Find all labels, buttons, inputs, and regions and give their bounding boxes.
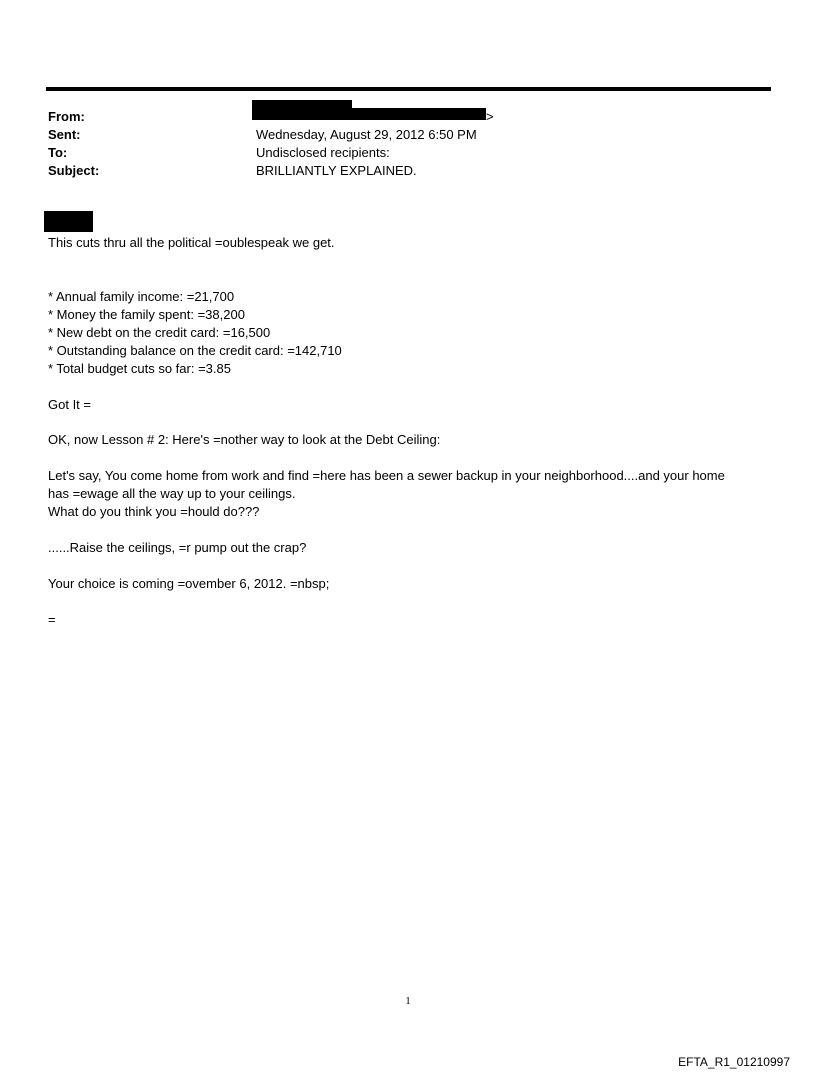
- body-intro: This cuts thru all the political =oublespeak we get.: [48, 235, 335, 250]
- header-rule: [46, 87, 771, 91]
- to-label: To:: [48, 145, 68, 160]
- from-label: From:: [48, 109, 85, 124]
- body-scenario-line1: Let's say, You come home from work and find =here has been a sewer backup in your neighborhood....and your home: [48, 468, 725, 483]
- body-question: What do you think you =hould do???: [48, 504, 260, 519]
- body-trailing: =: [48, 612, 56, 627]
- redaction-block: [44, 211, 93, 232]
- list-item: * Annual family income: =21,700: [48, 289, 235, 304]
- body-scenario-line2: has =ewage all the way up to your ceilings.: [48, 486, 296, 501]
- list-item: * Money the family spent: =38,200: [48, 307, 245, 322]
- sent-value: Wednesday, August 29, 2012 6:50 PM: [256, 127, 477, 142]
- body-closing: Your choice is coming =ovember 6, 2012. =nbsp;: [48, 576, 330, 591]
- body-choice: ......Raise the ceilings, =r pump out the crap?: [48, 540, 307, 555]
- page-number: 1: [405, 995, 411, 1007]
- to-value: Undisclosed recipients:: [256, 145, 390, 160]
- list-item: * New debt on the credit card: =16,500: [48, 325, 271, 340]
- from-value-suffix: >: [486, 109, 494, 124]
- body-got-it: Got It =: [48, 397, 91, 412]
- body-lesson: OK, now Lesson # 2: Here's =nother way to look at the Debt Ceiling:: [48, 432, 441, 447]
- subject-label: Subject:: [48, 163, 100, 178]
- redaction-block: [252, 108, 486, 120]
- document-id: EFTA_R1_01210997: [678, 1055, 790, 1069]
- list-item: * Outstanding balance on the credit card: =142,710: [48, 343, 342, 358]
- subject-value: BRILLIANTLY EXPLAINED.: [256, 163, 417, 178]
- sent-label: Sent:: [48, 127, 81, 142]
- list-item: * Total budget cuts so far: =3.85: [48, 361, 231, 376]
